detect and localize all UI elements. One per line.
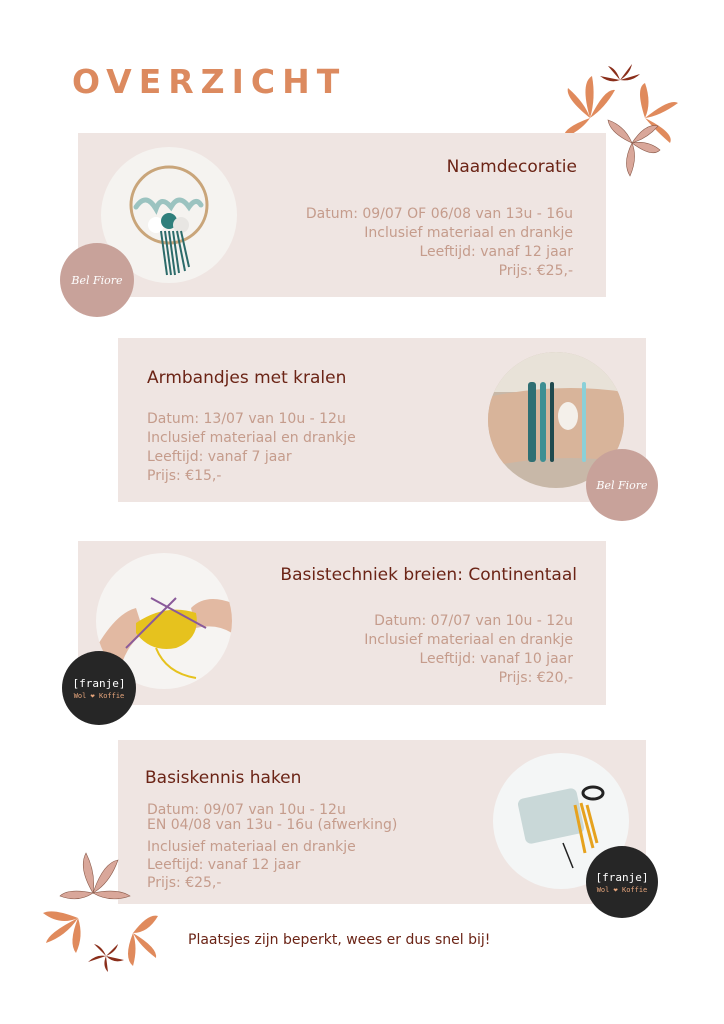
- workshop-age: Leeftijd: vanaf 10 jaar: [419, 651, 573, 667]
- footer-note: Plaatsjes zijn beperkt, wees er dus snel bij!: [188, 932, 491, 948]
- bel-fiore-logo: [586, 449, 658, 521]
- workshop-includes: Inclusief materiaal en drankje: [364, 225, 573, 241]
- badge-name: [franje]: [595, 870, 649, 884]
- leaf-decoration-icon: [38, 848, 163, 976]
- workshop-age: Leeftijd: vanaf 7 jaar: [147, 449, 292, 465]
- workshop-details: [147, 804, 397, 892]
- bel-fiore-logo: [60, 243, 134, 317]
- workshop-title: Basiskennis haken: [145, 768, 302, 788]
- workshop-title: Armbandjes met kralen: [147, 368, 347, 388]
- workshop-age: Leeftijd: vanaf 12 jaar: [419, 244, 573, 260]
- workshop-date: Datum: 09/07 OF 06/08 van 13u - 16u: [305, 206, 573, 222]
- workshop-includes: Inclusief materiaal en drankje: [364, 632, 573, 648]
- workshop-date-2: EN 04/08 van 13u - 16u (afwerking): [147, 817, 398, 833]
- workshop-details: [147, 410, 356, 486]
- workshop-price: Prijs: €25,-: [147, 875, 222, 891]
- workshop-age: Leeftijd: vanaf 12 jaar: [147, 857, 301, 873]
- workshop-price: Prijs: €20,-: [498, 670, 573, 686]
- workshop-price: Prijs: €25,-: [498, 263, 573, 279]
- franje-logo: [586, 846, 658, 918]
- page-title: OVERZICHT: [72, 62, 347, 101]
- workshop-date: Datum: 09/07 van 10u - 12u: [147, 802, 346, 818]
- workshop-date: Datum: 07/07 van 10u - 12u: [374, 613, 573, 629]
- workshop-title: Naamdecoratie: [446, 157, 577, 177]
- workshop-includes: Inclusief materiaal en drankje: [147, 430, 356, 446]
- workshop-title: Basistechniek breien: Continentaal: [280, 565, 577, 585]
- badge-sub: Wol ❤ Koffie: [73, 691, 125, 700]
- badge-name: [franje]: [72, 676, 126, 690]
- workshop-includes: Inclusief materiaal en drankje: [147, 839, 356, 855]
- badge-sub: Wol ❤ Koffie: [596, 885, 648, 894]
- workshop-details: [364, 612, 573, 688]
- workshop-date: Datum: 13/07 van 10u - 12u: [147, 411, 346, 427]
- franje-logo: [62, 651, 136, 725]
- badge-name: Bel Fiore: [596, 478, 648, 492]
- badge-name: Bel Fiore: [71, 273, 123, 287]
- workshop-price: Prijs: €15,-: [147, 468, 222, 484]
- workshop-details: [306, 205, 573, 281]
